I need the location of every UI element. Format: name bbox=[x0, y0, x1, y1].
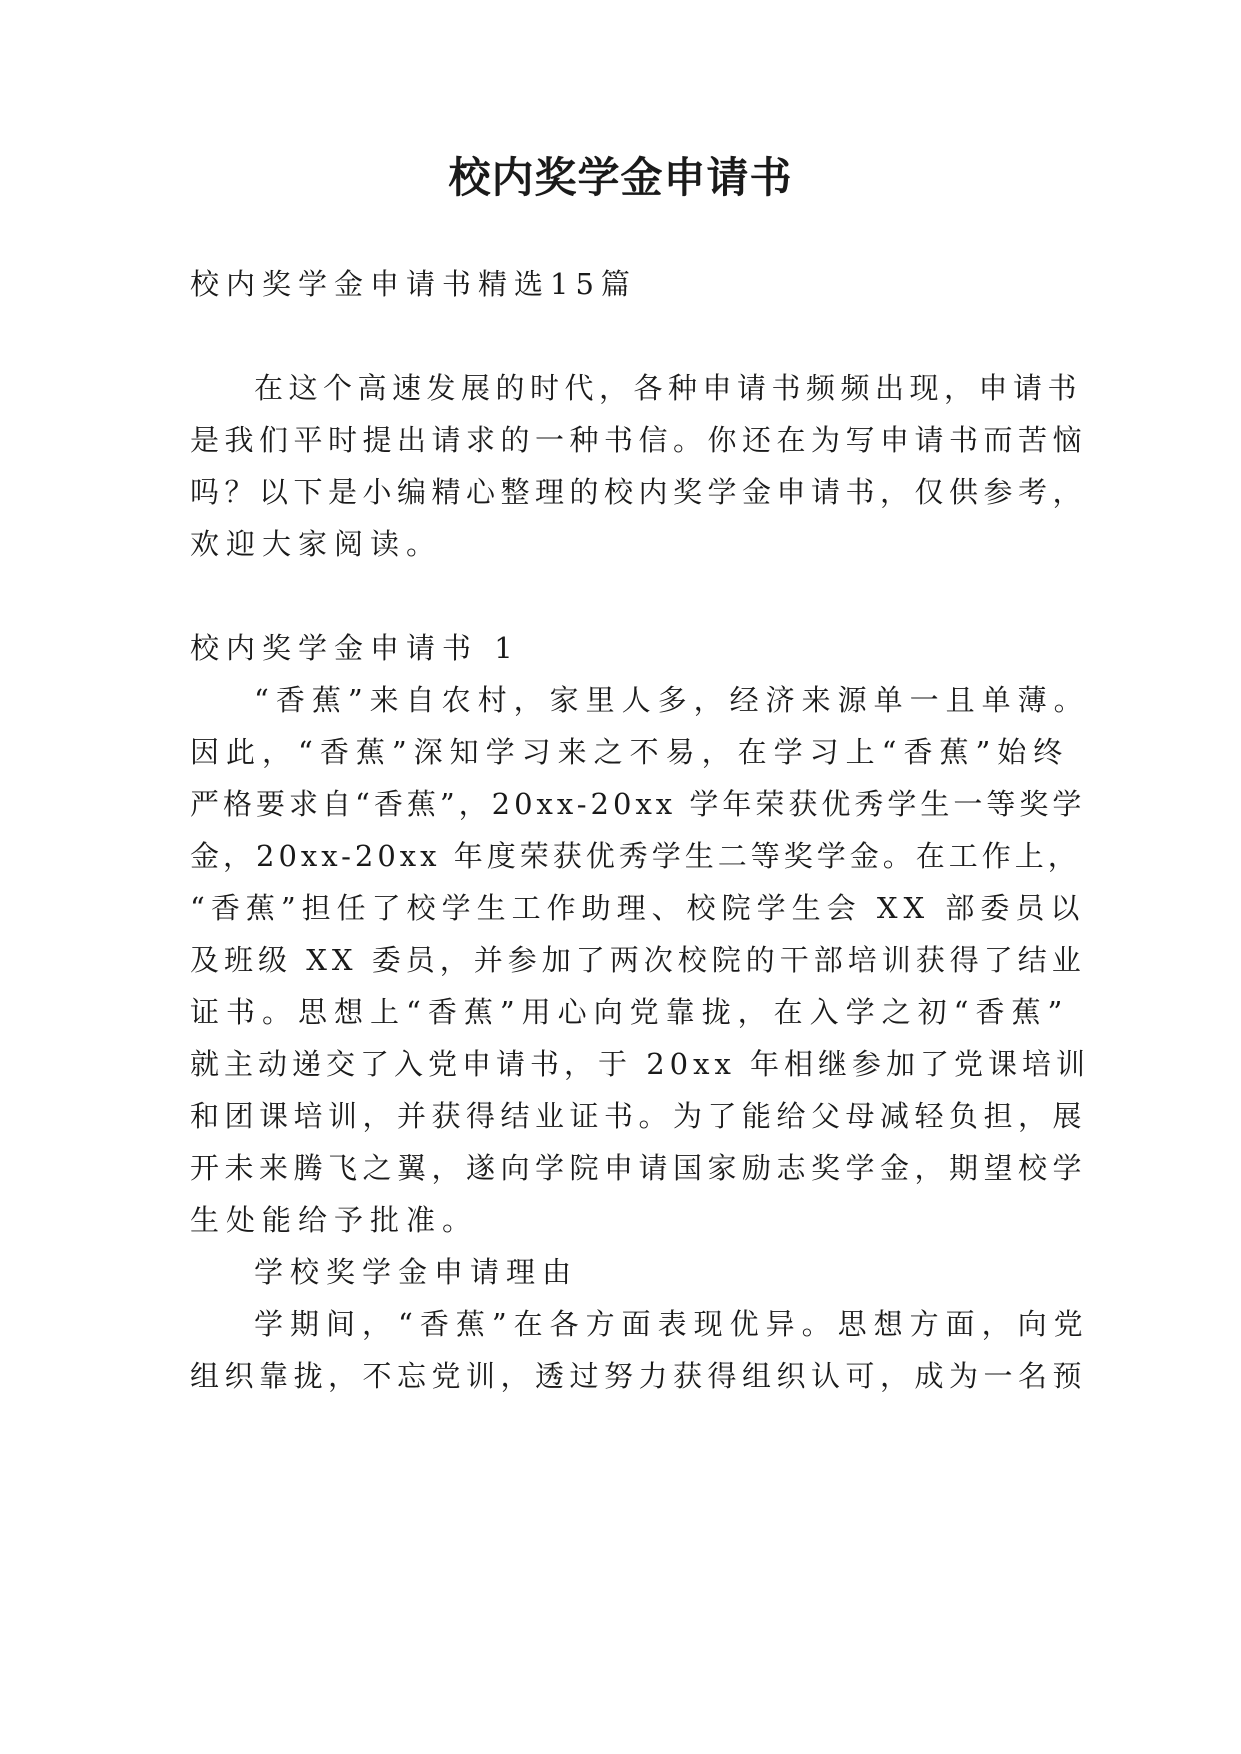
reason-line: 组织靠拢，不忘党训，透过努力获得组织认可，成为一名预 bbox=[190, 1359, 1088, 1393]
body-line: 及班级 XX 委员，并参加了两次校院的干部培训获得了结业 bbox=[190, 943, 1086, 977]
document-title: 校内奖学金申请书 bbox=[448, 153, 793, 202]
body-line: 证书。思想上“香蕉”用心向党靠拢，在入学之初“香蕉” bbox=[190, 995, 1070, 1029]
body-line: “香蕉”来自农村，家里人多，经济来源单一且单薄。 bbox=[254, 683, 1090, 717]
section-heading: 校内奖学金申请书 1 bbox=[190, 631, 520, 665]
body-line: 就主动递交了入党申请书，于 20xx 年相继参加了党课培训 bbox=[190, 1047, 1091, 1081]
body-line: 因此，“香蕉”深知学习来之不易，在学习上“香蕉”始终 bbox=[190, 735, 1070, 769]
document-subtitle: 校内奖学金申请书精选15篇 bbox=[190, 267, 637, 301]
body-line: 严格要求自“香蕉”，20xx-20xx 学年荣获优秀学生一等奖学 bbox=[190, 787, 1086, 821]
body-line: 和团课培训，并获得结业证书。为了能给父母减轻负担，展 bbox=[190, 1099, 1088, 1133]
intro-line: 在这个高速发展的时代，各种申请书频频出现，申请书 bbox=[254, 371, 1083, 405]
intro-line: 是我们平时提出请求的一种书信。你还在为写申请书而苦恼 bbox=[190, 423, 1088, 457]
body-line: “香蕉”担任了校学生工作助理、校院学生会 XX 部委员以 bbox=[190, 891, 1086, 925]
reason-line: 学期间，“香蕉”在各方面表现优异。思想方面，向党 bbox=[254, 1307, 1090, 1341]
intro-line: 欢迎大家阅读。 bbox=[190, 527, 443, 561]
intro-line: 吗？以下是小编精心整理的校内奖学金申请书，仅供参考， bbox=[190, 475, 1088, 509]
body-line: 开未来腾飞之翼，遂向学院申请国家励志奖学金，期望校学 bbox=[190, 1151, 1088, 1185]
body-line: 生处能给予批准。 bbox=[190, 1203, 479, 1237]
reason-heading: 学校奖学金申请理由 bbox=[254, 1255, 579, 1289]
body-line: 金，20xx-20xx 年度荣获优秀学生二等奖学金。在工作上， bbox=[190, 839, 1081, 873]
